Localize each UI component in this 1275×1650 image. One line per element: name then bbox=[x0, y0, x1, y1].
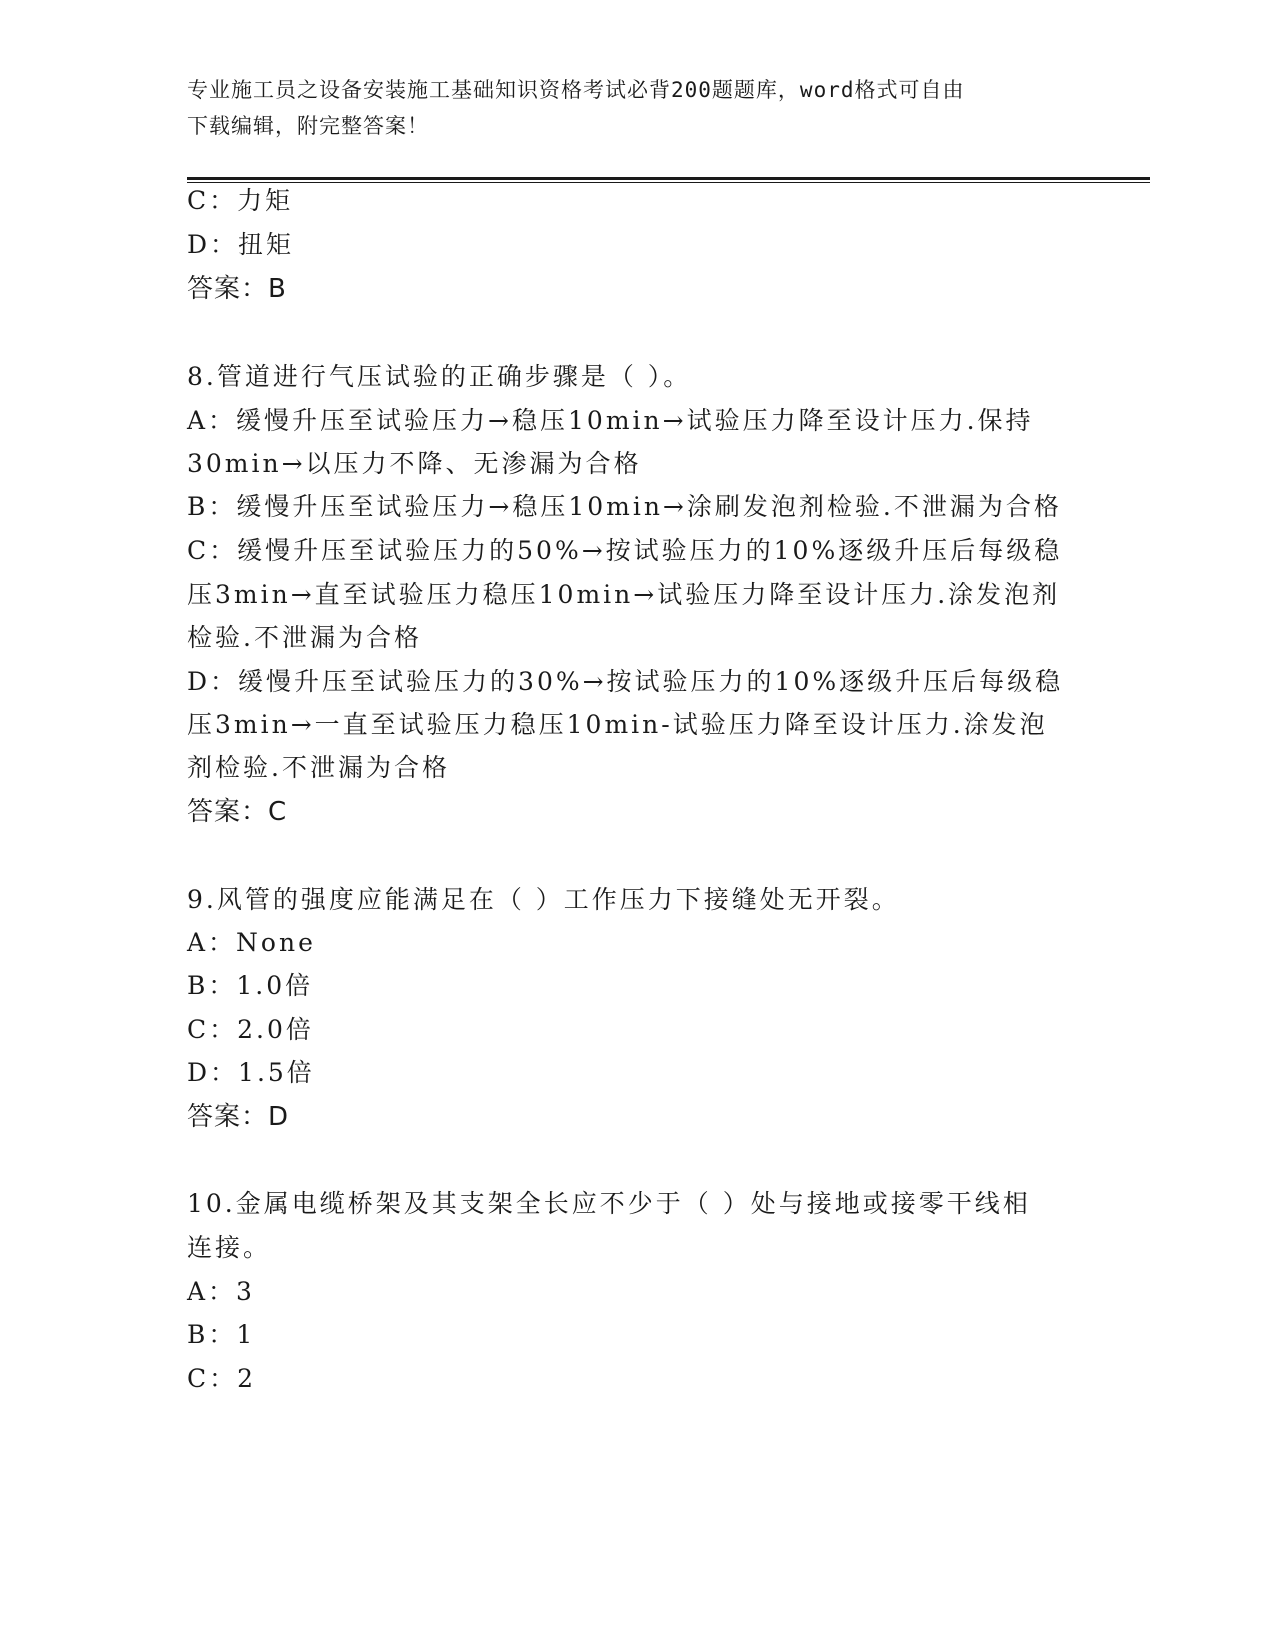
q8-option-c-line-1: C：缓慢升压至试验压力的50%→按试验压力的10%逐级升压后每级稳 bbox=[187, 536, 1063, 565]
q8-option-c-line-3: 检验.不泄漏为合格 bbox=[187, 623, 422, 652]
q9-answer: 答案：D bbox=[187, 1102, 290, 1132]
q9-stem: 9.风管的强度应能满足在（ ）工作压力下接缝处无开裂。 bbox=[187, 885, 900, 914]
q9-option-c: C：2.0倍 bbox=[187, 1015, 314, 1044]
q10-stem-line-1: 10.金属电缆桥架及其支架全长应不少于（ ）处与接地或接零干线相 bbox=[187, 1189, 1031, 1218]
q8-option-c-line-2: 压3min→直至试验压力稳压10min→试验压力降至设计压力.涂发泡剂 bbox=[187, 580, 1061, 609]
prev-answer: 答案：B bbox=[187, 274, 287, 304]
header-divider-thin bbox=[187, 182, 1150, 183]
q8-option-a-line-1: A：缓慢升压至试验压力→稳压10min→试验压力降至设计压力.保持 bbox=[187, 406, 1034, 435]
prev-option-d: D：扭矩 bbox=[187, 230, 295, 259]
prev-option-c: C：力矩 bbox=[187, 186, 294, 215]
q10-option-b: B：1 bbox=[187, 1320, 256, 1349]
document-header bbox=[187, 72, 1067, 144]
q9-option-a: A：None bbox=[187, 928, 316, 957]
header-line-1: 专业施工员之设备安装施工基础知识资格考试必背200题题库，word格式可自由 bbox=[187, 78, 965, 102]
header-divider-thick bbox=[187, 177, 1150, 180]
q9-option-d: D：1.5倍 bbox=[187, 1058, 315, 1087]
q10-option-a: A：3 bbox=[187, 1277, 255, 1306]
q8-option-d-line-2: 压3min→一直至试验压力稳压10min-试验压力降至设计压力.涂发泡 bbox=[187, 710, 1048, 739]
q9-option-b: B：1.0倍 bbox=[187, 971, 314, 1000]
q8-answer: 答案：C bbox=[187, 797, 288, 827]
q8-option-d-line-3: 剂检验.不泄漏为合格 bbox=[187, 753, 450, 782]
q8-stem: 8.管道进行气压试验的正确步骤是（ ）。 bbox=[187, 362, 692, 391]
q10-stem-line-2: 连接。 bbox=[187, 1233, 272, 1262]
q8-option-a-line-2: 30min→以压力不降、无渗漏为合格 bbox=[187, 449, 642, 478]
q8-option-d-line-1: D：缓慢升压至试验压力的30%→按试验压力的10%逐级升压后每级稳 bbox=[187, 667, 1064, 696]
q10-option-c: C：2 bbox=[187, 1364, 257, 1393]
q8-option-b: B：缓慢升压至试验压力→稳压10min→涂刷发泡剂检验.不泄漏为合格 bbox=[187, 492, 1062, 521]
header-line-2: 下载编辑，附完整答案！ bbox=[187, 114, 429, 138]
